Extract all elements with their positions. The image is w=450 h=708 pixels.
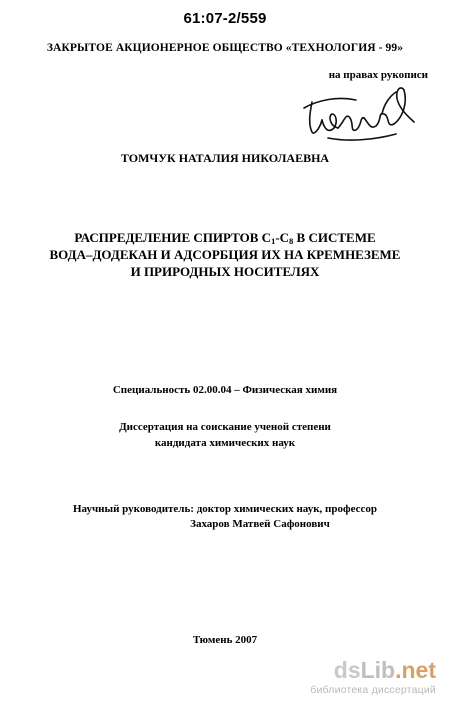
organization-name: ЗАКРЫТОЕ АКЦИОНЕРНОЕ ОБЩЕСТВО «ТЕХНОЛОГИЯ - 99» [46,42,404,54]
title-line-2: ВОДА–ДОДЕКАН И АДСОРБЦИЯ ИХ НА КРЕМНЕЗЕМЕ [49,247,401,262]
dissertation-title [0,229,450,280]
title-line-1 [0,229,450,246]
title-line-1-suffix: В СИСТЕМЕ [293,230,376,245]
watermark-subtitle: библиотека диссертаций [310,684,436,696]
logo-net: .net [395,657,436,683]
dslib-logo [310,657,436,683]
dslib-watermark [310,657,436,696]
title-line-1-prefix: РАСПРЕДЕЛЕНИЕ СПИРТОВ С [74,230,272,245]
title-subscript-1: 1 [271,236,276,246]
title-line-3: И ПРИРОДНЫХ НОСИТЕЛЯХ [130,264,320,279]
logo-ds: ds [333,657,361,683]
degree-line-1: Диссертация на соискание ученой степени [119,421,331,433]
supervisor-block [0,502,450,532]
title-subscript-8: 8 [289,236,294,246]
degree-statement [0,419,450,451]
specialty-line: Специальность 02.00.04 – Физическая химия [112,384,338,396]
logo-lib: Lib [360,657,396,683]
author-signature [298,78,418,146]
registration-number: 61:07-2/559 [183,10,267,27]
title-dash: -С [275,230,290,245]
manuscript-rights-note: на правах рукописи [328,69,428,81]
supervisor-name: Захаров Матвей Сафонович [190,518,330,530]
degree-line-2: кандидата химических наук [154,437,296,449]
city-year: Тюмень 2007 [192,634,258,646]
supervisor-title: Научный руководитель: доктор химических наук, профессор [72,503,378,515]
author-name: ТОМЧУК НАТАЛИЯ НИКОЛАЕВНА [120,151,330,165]
